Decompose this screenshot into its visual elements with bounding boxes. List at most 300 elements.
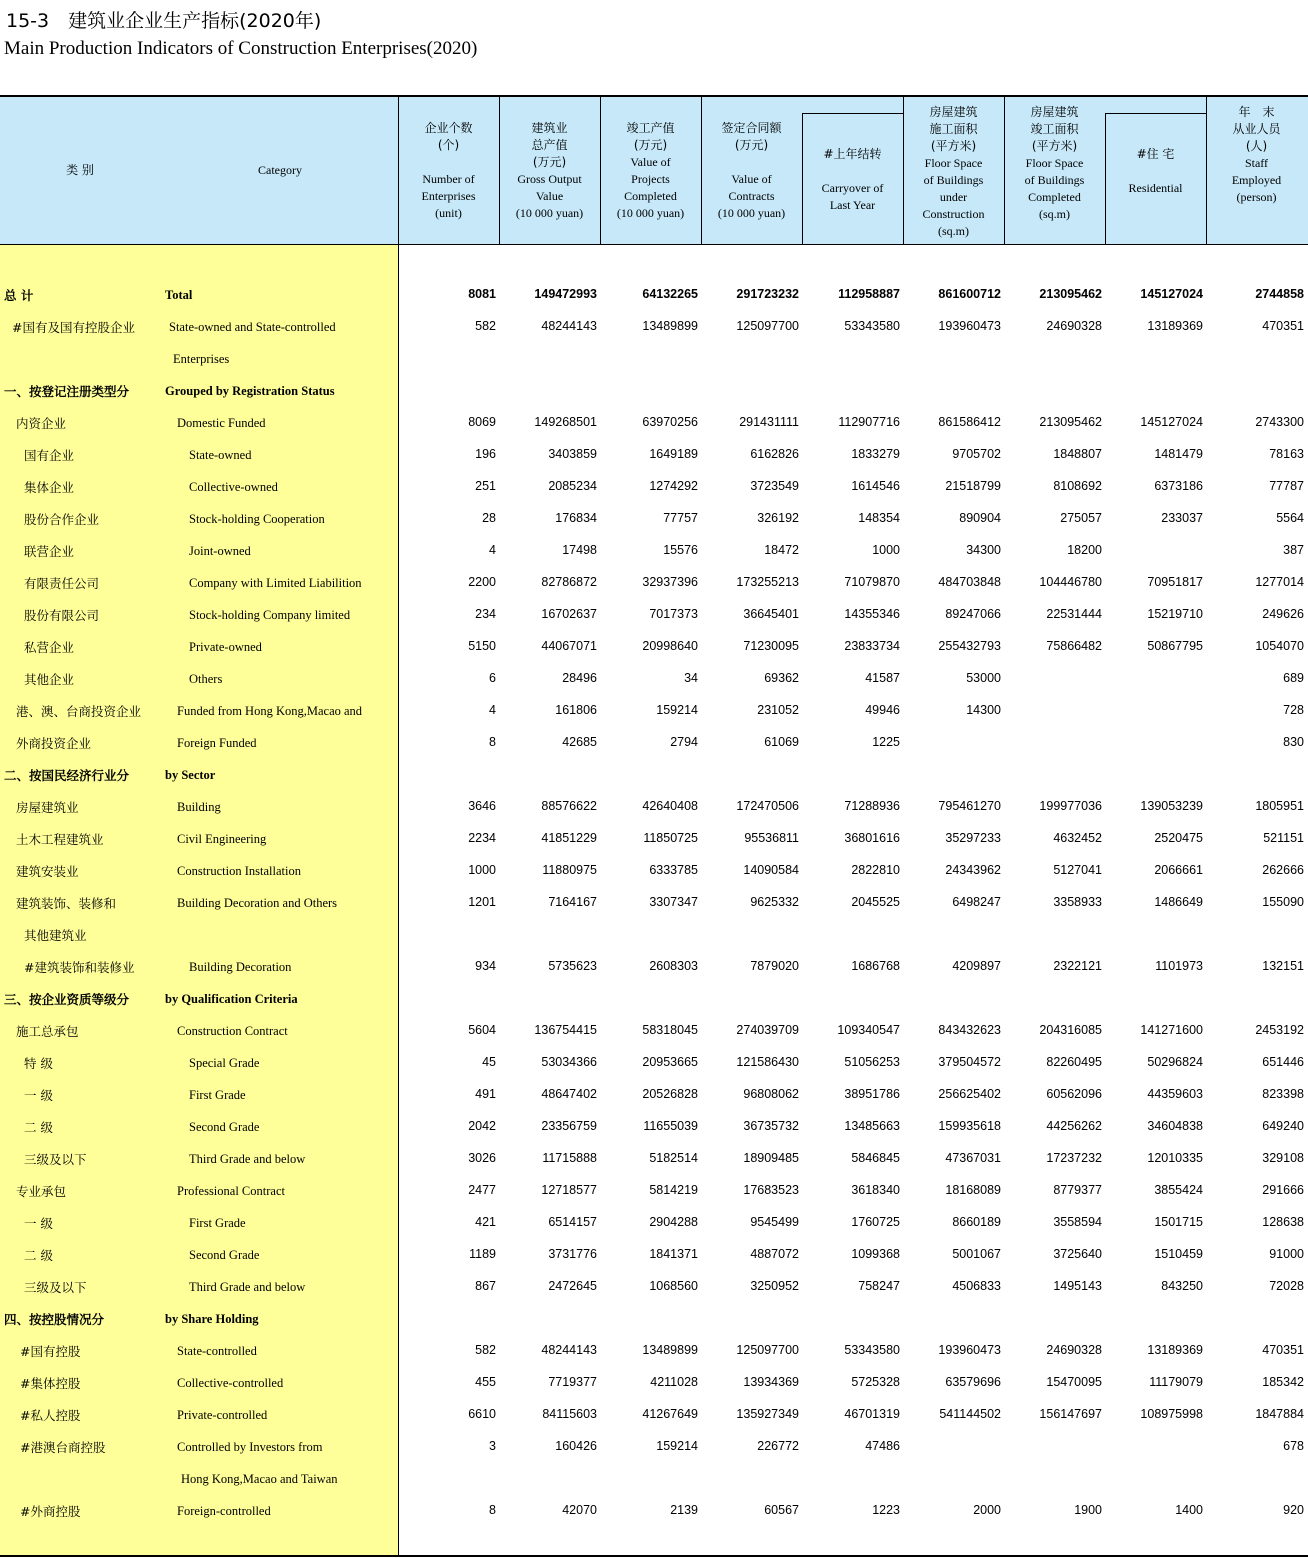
cell-value: 44067071 [541, 639, 597, 653]
header-col-en-line: Floor Space [1025, 156, 1084, 170]
header-col-4 [701, 120, 802, 222]
header-col-5 [802, 146, 903, 214]
row-label-en: Company with Limited Liabilition [189, 576, 362, 590]
table-row [0, 310, 1308, 342]
cell-value: 920 [1283, 1503, 1304, 1517]
cell-value: 934 [475, 959, 496, 973]
row-label-en: Private-owned [189, 640, 262, 654]
cell-value: 13485663 [844, 1119, 900, 1133]
cell-value: 1833279 [851, 447, 900, 461]
header-col-en-line: Contracts [728, 189, 775, 203]
cell-value: 1510459 [1154, 1247, 1203, 1261]
header-col-cn-line: #住 宅 [1136, 147, 1175, 161]
cell-value: 28 [482, 511, 496, 525]
cell-value: 159214 [656, 703, 698, 717]
header-col-en-line: (10 000 yuan) [515, 206, 584, 220]
header-col-en-line: Floor Space [924, 156, 983, 170]
cell-value: 1805951 [1255, 799, 1304, 813]
cell-value: 1495143 [1053, 1279, 1102, 1293]
cell-value: 149268501 [534, 415, 597, 429]
cell-value: 75866482 [1046, 639, 1102, 653]
row-label-cn: 二 级 [24, 1248, 53, 1263]
cell-value: 861586412 [938, 415, 1001, 429]
cell-value: 830 [1283, 735, 1304, 749]
row-label-cn: #国有控股 [20, 1344, 81, 1359]
cell-value: 38951786 [844, 1087, 900, 1101]
cell-value: 36645401 [743, 607, 799, 621]
cell-value: 109340547 [837, 1023, 900, 1037]
cell-value: 17683523 [743, 1183, 799, 1197]
table-row [0, 1142, 1308, 1174]
table-row [0, 1366, 1308, 1398]
row-label-cn: 三级及以下 [24, 1280, 87, 1295]
cell-value: 689 [1283, 671, 1304, 685]
cell-value: 2477 [468, 1183, 496, 1197]
cell-value: 60562096 [1046, 1087, 1102, 1101]
cell-value: 34604838 [1147, 1119, 1203, 1133]
table-row [0, 1398, 1308, 1430]
table-row [0, 1494, 1308, 1526]
row-label-en: Funded from Hong Kong,Macao and [177, 704, 363, 718]
cell-value: 24690328 [1046, 319, 1102, 333]
row-label-en: First Grade [189, 1088, 246, 1102]
cell-value: 7719377 [548, 1375, 597, 1389]
header-col-en-line: Carryover of [821, 181, 884, 195]
row-label-cn: #建筑装饰和装修业 [24, 960, 135, 975]
cell-value: 82260495 [1046, 1055, 1102, 1069]
header-col-cn-line: 房屋建筑 [929, 105, 978, 119]
row-label-cn: 一 级 [24, 1088, 53, 1103]
row-label-en: by Share Holding [165, 1312, 259, 1326]
cell-value: 53343580 [844, 1343, 900, 1357]
cell-value: 1760725 [851, 1215, 900, 1229]
cell-value: 135927349 [736, 1407, 799, 1421]
header-category-en: Category [258, 163, 302, 177]
row-label-en: Second Grade [189, 1120, 260, 1134]
cell-value: 1099368 [851, 1247, 900, 1261]
table-row [0, 470, 1308, 502]
cell-value: 234 [475, 607, 496, 621]
cell-value: 213095462 [1039, 287, 1102, 301]
row-label-en: Construction Installation [177, 864, 301, 878]
row-label-cn: 联营企业 [24, 544, 75, 559]
cell-value: 17237232 [1046, 1151, 1102, 1165]
row-label-cn: 三、按企业资质等级分 [4, 992, 130, 1007]
cell-value: 8108692 [1053, 479, 1102, 493]
cell-value: 3307347 [649, 895, 698, 909]
cell-value: 63579696 [945, 1375, 1001, 1389]
cell-value: 82786872 [541, 575, 597, 589]
header-col-cn-line: 年 末 [1238, 105, 1275, 119]
cell-value: 262666 [1262, 863, 1304, 877]
header-col-en-line: Value of [731, 172, 772, 186]
row-label-en: Foreign-controlled [177, 1504, 271, 1518]
cell-value: 53343580 [844, 319, 900, 333]
cell-value: 42070 [562, 1503, 597, 1517]
cell-value: 582 [475, 1343, 496, 1357]
cell-value: 470351 [1262, 1343, 1304, 1357]
cell-value: 13489899 [642, 319, 698, 333]
cell-value: 193960473 [938, 1343, 1001, 1357]
row-label-cn: 三级及以下 [24, 1152, 87, 1167]
cell-value: 36735732 [743, 1119, 799, 1133]
cell-value: 8069 [468, 415, 496, 429]
row-label-en: by Qualification Criteria [165, 992, 298, 1006]
cell-value: 63970256 [642, 415, 698, 429]
cell-value: 1841371 [649, 1247, 698, 1261]
row-label-cn: 特 级 [24, 1056, 53, 1071]
header-col-cn-line: (万元) [633, 138, 668, 152]
cell-value: 12010335 [1147, 1151, 1203, 1165]
cell-value: 23833734 [844, 639, 900, 653]
cell-value: 2085234 [548, 479, 597, 493]
cell-value: 53034366 [541, 1055, 597, 1069]
cell-value: 155090 [1262, 895, 1304, 909]
cell-value: 77787 [1269, 479, 1304, 493]
row-label-en: Special Grade [189, 1056, 260, 1070]
table-row [0, 438, 1308, 470]
cell-value: 136754415 [534, 1023, 597, 1037]
cell-value: 5150 [468, 639, 496, 653]
cell-value: 1486649 [1154, 895, 1203, 909]
cell-value: 2045525 [851, 895, 900, 909]
header-col-en-line: Last Year [829, 198, 876, 212]
header-col-en-line: Completed [1028, 190, 1081, 204]
cell-value: 71079870 [844, 575, 900, 589]
header-col-cn-line: 建筑业 [531, 121, 568, 135]
cell-value: 176834 [555, 511, 597, 525]
cell-value: 145127024 [1140, 287, 1203, 301]
cell-value: 291666 [1262, 1183, 1304, 1197]
row-label-en: First Grade [189, 1216, 246, 1230]
cell-value: 5725328 [851, 1375, 900, 1389]
cell-value: 6373186 [1154, 479, 1203, 493]
cell-value: 156147697 [1039, 1407, 1102, 1421]
cell-value: 196 [475, 447, 496, 461]
cell-value: 91000 [1269, 1247, 1304, 1261]
cell-value: 185342 [1262, 1375, 1304, 1389]
header-col-cn-line: 总产值 [531, 138, 568, 152]
header-col-6 [903, 104, 1004, 240]
table-row [0, 1014, 1308, 1046]
header-col-en-line: (10 000 yuan) [717, 206, 786, 220]
cell-value: 41267649 [642, 1407, 698, 1421]
cell-value: 6 [489, 671, 496, 685]
cell-value: 108975998 [1140, 1407, 1203, 1421]
cell-value: 1000 [872, 543, 900, 557]
table-row [0, 406, 1308, 438]
cell-value: 125097700 [736, 319, 799, 333]
cell-value: 34 [684, 671, 698, 685]
cell-value: 128638 [1262, 1215, 1304, 1229]
cell-value: 95536811 [744, 831, 799, 845]
row-label-en: Total [165, 288, 193, 302]
cell-value: 6610 [468, 1407, 496, 1421]
cell-value: 20526828 [642, 1087, 698, 1101]
cell-value: 42640408 [642, 799, 698, 813]
header-col-8 [1105, 146, 1206, 197]
cell-value: 42685 [562, 735, 597, 749]
cell-value: 9625332 [750, 895, 799, 909]
cell-value: 2904288 [649, 1215, 698, 1229]
cell-value: 1848807 [1053, 447, 1102, 461]
cell-value: 6514157 [548, 1215, 597, 1229]
header-col-cn-line: 房屋建筑 [1030, 105, 1079, 119]
cell-value: 2000 [973, 1503, 1001, 1517]
row-label-cn: #私人控股 [20, 1408, 81, 1423]
cell-value: 72028 [1269, 1279, 1304, 1293]
table-row [0, 1334, 1308, 1366]
cell-value: 47367031 [945, 1151, 1001, 1165]
table-row [0, 342, 1308, 374]
cell-value: 4209897 [952, 959, 1001, 973]
cell-value: 5735623 [548, 959, 597, 973]
row-label-cn: 四、按控股情况分 [4, 1312, 105, 1327]
table-row [0, 918, 1308, 950]
table-row [0, 1078, 1308, 1110]
cell-value: 1501715 [1154, 1215, 1203, 1229]
cell-value: 46701319 [844, 1407, 900, 1421]
cell-value: 173255213 [736, 575, 799, 589]
row-label-cn: 二、按国民经济行业分 [4, 768, 130, 783]
header-col-en-line: (person) [1236, 190, 1277, 204]
subheader-rule [802, 113, 903, 114]
row-label-en: Domestic Funded [177, 416, 266, 430]
cell-value: 6498247 [952, 895, 1001, 909]
cell-value: 11850725 [643, 831, 698, 845]
header-col-en-line: Employed [1231, 173, 1282, 187]
cell-value: 521151 [1263, 831, 1304, 845]
cell-value: 71230095 [743, 639, 799, 653]
header-col-cn-line: (人) [1245, 139, 1268, 153]
table-row [0, 374, 1308, 406]
cell-value: 1189 [469, 1247, 496, 1261]
header-col-en-line: (unit) [435, 206, 462, 220]
cell-value: 231052 [757, 703, 799, 717]
cell-value: 7164167 [548, 895, 597, 909]
cell-value: 70951817 [1147, 575, 1203, 589]
cell-value: 233037 [1161, 511, 1203, 525]
cell-value: 24343962 [945, 863, 1001, 877]
cell-value: 3026 [468, 1151, 496, 1165]
cell-value: 2743300 [1255, 415, 1304, 429]
table-row [0, 566, 1308, 598]
header-col-2 [499, 120, 600, 222]
cell-value: 3731776 [548, 1247, 597, 1261]
cell-value: 96808062 [743, 1087, 799, 1101]
cell-value: 890904 [959, 511, 1001, 525]
cell-value: 60567 [764, 1503, 799, 1517]
row-label-en: Hong Kong,Macao and Taiwan [181, 1472, 338, 1486]
row-label-en: State-controlled [177, 1344, 257, 1358]
row-label-en: State-owned and State-controlled [169, 320, 336, 334]
cell-value: 1614546 [851, 479, 900, 493]
row-label-cn: 建筑安装业 [16, 864, 79, 879]
cell-value: 89247066 [945, 607, 1001, 621]
row-label-en: Stock-holding Company limited [189, 608, 351, 622]
cell-value: 3403859 [548, 447, 597, 461]
cell-value: 2200 [468, 575, 496, 589]
row-label-cn: 有限责任公司 [24, 576, 100, 591]
header-col-3 [600, 120, 701, 222]
cell-value: 13189369 [1147, 1343, 1203, 1357]
cell-value: 149472993 [534, 287, 597, 301]
header-col-en-line: Projects [631, 172, 670, 186]
cell-value: 13189369 [1147, 319, 1203, 333]
row-label-en: Collective-controlled [177, 1376, 284, 1390]
cell-value: 2139 [670, 1503, 698, 1517]
cell-value: 2520475 [1154, 831, 1203, 845]
cell-value: 69362 [764, 671, 799, 685]
table-row [0, 630, 1308, 662]
header-col-en-line: Gross Output [517, 172, 582, 186]
row-label-en: Third Grade and below [189, 1152, 306, 1166]
cell-value: 1101973 [1155, 959, 1203, 973]
cell-value: 3723549 [750, 479, 799, 493]
cell-value: 35297233 [945, 831, 1001, 845]
header-col-en-line: under [939, 190, 968, 204]
cell-value: 71288936 [844, 799, 900, 813]
cell-value: 193960473 [938, 319, 1001, 333]
cell-value: 491 [475, 1087, 496, 1101]
cell-value: 249626 [1262, 607, 1304, 621]
row-label-en: Foreign Funded [177, 736, 257, 750]
cell-value: 274039709 [736, 1023, 799, 1037]
row-label-en: Collective-owned [189, 480, 278, 494]
cell-value: 18909485 [743, 1151, 799, 1165]
cell-value: 148354 [858, 511, 900, 525]
table-row [0, 1206, 1308, 1238]
cell-value: 48647402 [541, 1087, 597, 1101]
cell-value: 159935618 [938, 1119, 1001, 1133]
row-label-cn: 国有企业 [24, 448, 75, 463]
cell-value: 4506833 [952, 1279, 1001, 1293]
table-row [0, 1430, 1308, 1462]
header-col-en-line: Value [535, 189, 564, 203]
header-col-en-line: of Buildings [923, 173, 984, 187]
cell-value: 50296824 [1147, 1055, 1203, 1069]
cell-value: 139053239 [1140, 799, 1203, 813]
table-row [0, 822, 1308, 854]
cell-value: 678 [1283, 1439, 1304, 1453]
header-col-cn-line: (万元) [734, 138, 769, 152]
cell-value: 379504572 [938, 1055, 1001, 1069]
cell-value: 11655039 [643, 1119, 698, 1133]
cell-value: 2066661 [1154, 863, 1203, 877]
cell-value: 13489899 [642, 1343, 698, 1357]
row-label-cn: 专业承包 [16, 1184, 67, 1199]
table-bottom-rule [0, 1555, 1308, 1557]
cell-value: 470351 [1262, 319, 1304, 333]
row-label-en: Controlled by Investors from [177, 1440, 323, 1454]
cell-value: 5182514 [649, 1151, 698, 1165]
cell-value: 48244143 [541, 319, 597, 333]
table-row [0, 662, 1308, 694]
cell-value: 51056253 [844, 1055, 900, 1069]
cell-value: 15470095 [1046, 1375, 1102, 1389]
header-col-en-line: of Buildings [1024, 173, 1085, 187]
header-col-cn-line: 从业人员 [1232, 122, 1281, 136]
cell-value: 28496 [562, 671, 597, 685]
row-label-en: Others [189, 672, 223, 686]
cell-value: 1054070 [1255, 639, 1304, 653]
table-title-en: Main Production Indicators of Construction Enterprises(2020) [4, 38, 478, 59]
row-label-cn: 房屋建筑业 [16, 800, 79, 815]
cell-value: 867 [475, 1279, 496, 1293]
cell-value: 36801616 [844, 831, 900, 845]
cell-value: 541144502 [939, 1407, 1001, 1421]
cell-value: 14090584 [743, 863, 799, 877]
cell-value: 32937396 [642, 575, 698, 589]
cell-value: 41851229 [541, 831, 597, 845]
table-row [0, 694, 1308, 726]
cell-value: 45 [482, 1055, 496, 1069]
cell-value: 651446 [1262, 1055, 1304, 1069]
cell-value: 2608303 [649, 959, 698, 973]
cell-value: 58318045 [642, 1023, 698, 1037]
cell-value: 484703848 [938, 575, 1001, 589]
row-label-cn: 其他建筑业 [24, 928, 87, 943]
row-label-en: Civil Engineering [177, 832, 267, 846]
row-label-cn: 股份合作企业 [24, 512, 100, 527]
cell-value: 21518799 [945, 479, 1001, 493]
cell-value: 291723232 [736, 287, 799, 301]
header-col-cn-line: (平方米) [930, 139, 977, 153]
cell-value: 5564 [1276, 511, 1304, 525]
subheader-rule [1105, 113, 1206, 114]
header-bottom-rule [0, 244, 1308, 245]
cell-value: 8 [489, 735, 496, 749]
cell-value: 18168089 [945, 1183, 1001, 1197]
cell-value: 15576 [663, 543, 698, 557]
cell-value: 4632452 [1053, 831, 1102, 845]
cell-value: 23356759 [541, 1119, 597, 1133]
cell-value: 41587 [865, 671, 900, 685]
table-row [0, 854, 1308, 886]
header-col-cn-line: (个) [437, 138, 460, 152]
row-label-cn: #港澳台商控股 [20, 1440, 106, 1455]
table-row [0, 1302, 1308, 1334]
cell-value: 1225 [872, 735, 900, 749]
table-title-cn: 15-3 建筑业企业生产指标(2020年) [6, 10, 322, 32]
table-row [0, 598, 1308, 630]
header-col-en-line: (sq.m) [1039, 207, 1070, 221]
cell-value: 49946 [865, 703, 900, 717]
cell-value: 1686768 [851, 959, 900, 973]
cell-value: 291431111 [739, 415, 799, 429]
table-row [0, 534, 1308, 566]
cell-value: 843250 [1161, 1279, 1203, 1293]
cell-value: 5127041 [1053, 863, 1102, 877]
cell-value: 61069 [764, 735, 799, 749]
cell-value: 112958887 [838, 287, 900, 301]
cell-value: 1068560 [649, 1279, 698, 1293]
table-row [0, 726, 1308, 758]
header-col-en-line: Residential [1128, 181, 1183, 195]
header-col-en-line: Enterprises [421, 189, 476, 203]
header-col-cn-line: 企业个数 [424, 121, 473, 135]
row-label-cn: 建筑装饰、装修和 [16, 896, 117, 911]
cell-value: 44359603 [1147, 1087, 1203, 1101]
row-label-cn: 一 级 [24, 1216, 53, 1231]
cell-value: 2453192 [1255, 1023, 1304, 1037]
row-label-en: Private-controlled [177, 1408, 268, 1422]
cell-value: 861600712 [938, 287, 1001, 301]
row-label-en: Joint-owned [189, 544, 251, 558]
cell-value: 5814219 [649, 1183, 698, 1197]
header-category-cn: 类 别 [66, 163, 94, 177]
cell-value: 2322121 [1053, 959, 1102, 973]
